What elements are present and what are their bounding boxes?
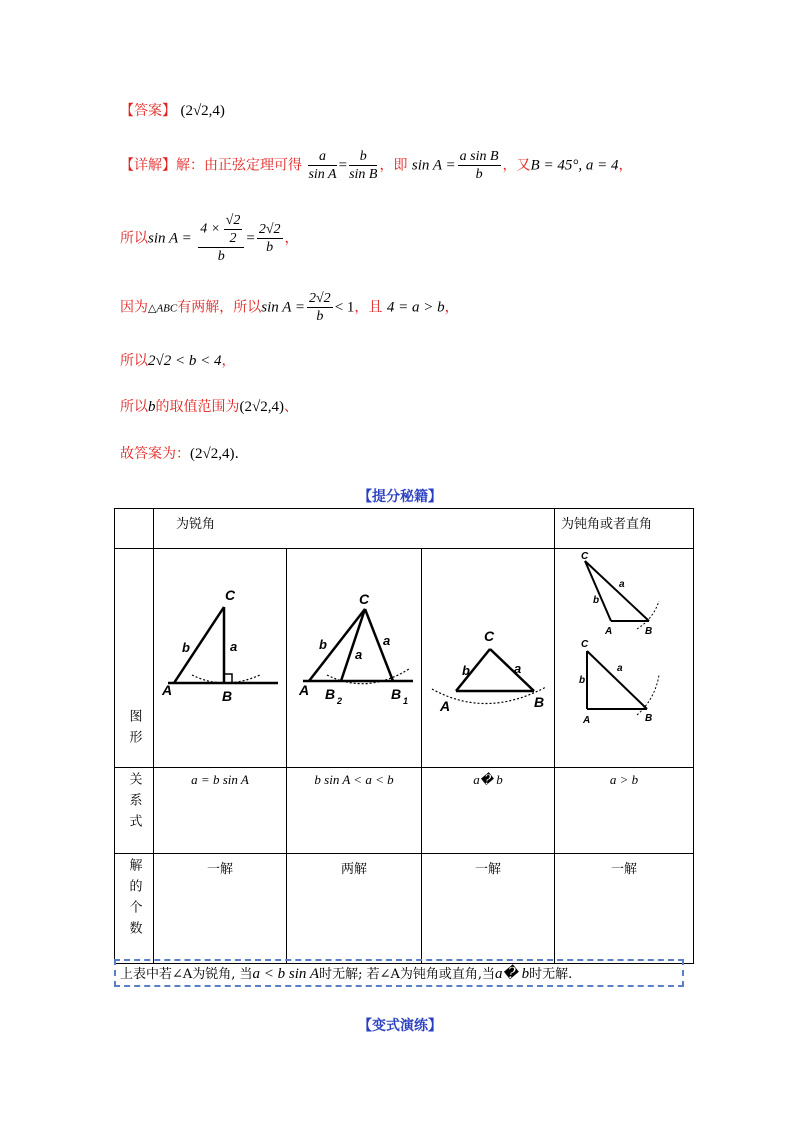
svg-text:b: b — [593, 595, 600, 606]
header-obtuse: 为钝角或者直角 — [555, 509, 694, 549]
svg-text:C: C — [581, 551, 589, 562]
detail-intro: 解：由正弦定理可得 — [176, 157, 302, 174]
svg-text:b: b — [462, 663, 470, 678]
svg-text:b: b — [579, 675, 586, 686]
relation-4: a > b — [555, 768, 694, 854]
svg-text:B: B — [645, 713, 653, 724]
svg-text:1: 1 — [403, 696, 409, 706]
variation-heading: 【变式演练】 — [358, 1018, 442, 1034]
range-line: 所以b的取值范围为(2√2,4)、 — [120, 399, 298, 415]
relation-1: a = b sin A — [154, 768, 287, 854]
row-label-relation: 关系式 — [126, 772, 142, 835]
sinA-line: 所以sin A = 4 × $\frac{√2}{2}$ b = $\frac{2√2}{b}$ ， — [120, 213, 299, 264]
svg-text:B: B — [222, 688, 233, 704]
two-solutions-line: 因为△ABC有两解，所以sin A = $\frac{2√2}{b}$ < 1，且 4 = a > b， — [120, 291, 459, 324]
svg-text:a: a — [619, 579, 625, 590]
svg-text:2: 2 — [337, 696, 343, 706]
header-acute: 为锐角 — [154, 509, 555, 549]
triangle-solutions-table — [114, 508, 694, 964]
svg-text:A: A — [583, 715, 591, 726]
svg-text:A: A — [605, 626, 613, 637]
answer-line — [120, 100, 225, 120]
row-label-count: 解的个数 — [126, 858, 142, 942]
svg-text:C: C — [581, 639, 589, 650]
detail-line: 【详解】解：由正弦定理可得 $\frac{a}{\text{sin A}}$ = $\frac{b}{\text{sin B}}$ ，即 sin A = $\frac{\text{a sin B}}{b}$ ，又B = 45°, a = 4， — [120, 149, 633, 182]
count-4: 一解 — [555, 854, 694, 964]
tips-heading: 【提分秘籍】 — [358, 489, 442, 505]
relation-2: b sin A < a < b — [287, 768, 422, 854]
svg-text:A: A — [440, 698, 451, 714]
svg-text:a: a — [383, 633, 391, 648]
figure-one-solution — [154, 549, 286, 763]
answer-value: (2√2,4) — [180, 103, 225, 119]
final-answer-line: 故答案为：(2√2,4). — [120, 446, 239, 462]
fraction-b-over-sinB: $\frac{b}{\text{sin B}}$ — [349, 149, 378, 182]
count-3: 一解 — [422, 854, 555, 964]
svg-text:C: C — [359, 591, 370, 607]
svg-text:b: b — [182, 640, 190, 655]
answer-label: 【答案】 — [120, 103, 176, 119]
svg-text:a: a — [230, 639, 238, 654]
svg-text:A: A — [299, 682, 310, 698]
figure-a-ge-b — [422, 549, 554, 763]
svg-text:a: a — [355, 647, 363, 662]
figure-two-solutions — [287, 549, 421, 763]
svg-text:B: B — [534, 694, 545, 710]
svg-text:B: B — [391, 686, 402, 702]
svg-text:a: a — [514, 661, 522, 676]
svg-text:a: a — [617, 663, 623, 674]
svg-text:b: b — [319, 637, 327, 652]
count-1: 一解 — [154, 854, 287, 964]
fraction-asinB-over-b: $\frac{\text{a sin B}}{b}$ — [459, 149, 499, 182]
fraction-a-over-sinA: $\frac{a}{\text{sin A}}$ — [308, 149, 337, 182]
svg-text:A: A — [162, 682, 173, 698]
range-ineq-line: 所以2√2 < b < 4， — [120, 353, 236, 369]
given-values: B = 45°, a = 4 — [530, 157, 619, 174]
relation-3: a� b — [422, 768, 555, 854]
svg-text:C: C — [225, 587, 236, 603]
figure-obtuse-right — [555, 549, 687, 763]
svg-text:B: B — [645, 626, 653, 637]
detail-label: 【详解】 — [120, 157, 176, 174]
nested-fraction: 4 × $\frac{√2}{2}$ b — [198, 212, 244, 265]
row-label-figure: 图形 — [126, 709, 142, 751]
svg-text:C: C — [484, 628, 495, 644]
svg-text:B: B — [325, 686, 336, 702]
table-note: 上表中若∠A为锐角, 当a < b sin A时无解; 若∠A为钝角或直角,当a� b时无解. — [114, 959, 684, 987]
count-2: 两解 — [287, 854, 422, 964]
